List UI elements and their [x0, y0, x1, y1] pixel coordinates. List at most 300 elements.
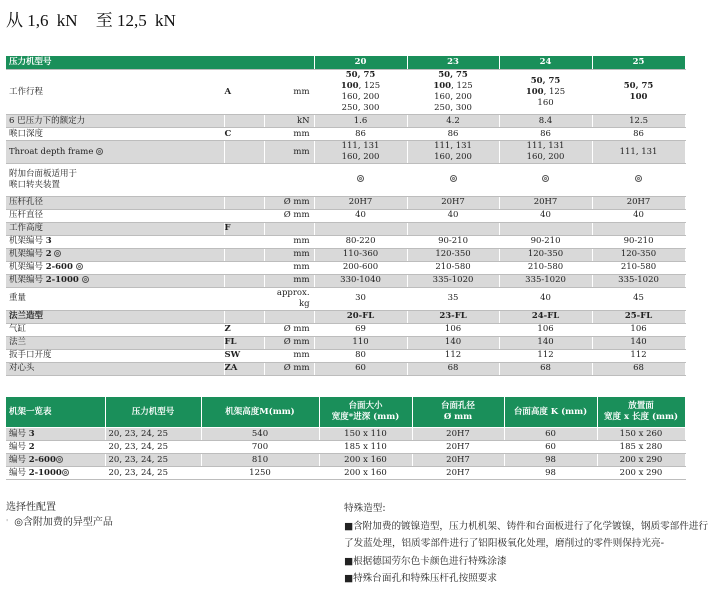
frame-cell: 98 [504, 454, 597, 467]
frame-cell: 810 [201, 454, 319, 467]
frame-number: 3 [45, 236, 52, 246]
spec-row-label-text: 喉口深度 [9, 128, 44, 139]
spec-cell-value: 111, 131 160, 200 [341, 141, 380, 162]
spec-row-symbol: SW [224, 349, 264, 362]
spec-cell [407, 209, 499, 222]
flange-model: 23-FL [439, 311, 467, 321]
spec-row-symbol [224, 310, 264, 323]
spec-row-label-text: 法兰造型 [9, 311, 44, 321]
frame-header-row [6, 397, 685, 428]
spec-row [6, 336, 685, 349]
spec-row-label-text: 工作高度 [9, 223, 44, 233]
spec-row-label [6, 164, 224, 197]
frame-cell: 20, 23, 24, 25 [105, 467, 201, 480]
optional-circle-icon [635, 175, 642, 182]
frame-cell: 185 x 280 [597, 441, 685, 454]
spec-cell [314, 349, 407, 362]
frame-header-cell [504, 397, 597, 428]
frame-cell: 200 x 160 [319, 454, 412, 467]
spec-header-label: 压力机型号 [6, 56, 314, 70]
spec-row-unit: Ø mm [264, 336, 314, 349]
frame-number: 3 [28, 428, 35, 439]
spec-row [6, 287, 685, 310]
optional-circle-icon [62, 469, 69, 476]
frame-name: 编号 2 [6, 441, 105, 454]
spec-row-unit: Ø mm [264, 323, 314, 336]
frame-row [6, 428, 685, 441]
frame-cell: 200 x 160 [319, 467, 412, 480]
spec-cell [314, 235, 407, 248]
spec-cell-value: 90-210 [623, 236, 654, 246]
spec-row-unit: Ø mm [264, 209, 314, 222]
spec-cell-value: 120-350 [620, 249, 657, 259]
spec-cell-value: 68 [540, 363, 551, 373]
spec-cell-value: 86 [633, 128, 644, 139]
model-header-23: 23 [407, 56, 499, 70]
spec-cell-value: 68 [447, 363, 459, 373]
spec-cell-value: 68 [633, 363, 644, 373]
spec-cell-value: 112 [537, 350, 554, 360]
spec-row-unit [264, 164, 314, 197]
frame-name: 编号 3 [6, 428, 105, 441]
frame-number: 2-1000 [28, 467, 62, 478]
spec-cell-value: 106 [537, 324, 554, 334]
frame-cell: 20, 23, 24, 25 [105, 454, 201, 467]
frame-header-text: 台面孔径 Ø mm [440, 401, 475, 422]
spec-cell [592, 336, 685, 349]
spec-cell [314, 274, 407, 287]
spec-row-label [6, 196, 224, 209]
spec-cell [314, 310, 407, 323]
optional-config-title: 选择性配置 [6, 502, 56, 513]
spec-cell [407, 196, 499, 209]
heading-to: 至 12,5 [95, 11, 147, 30]
spec-cell [407, 141, 499, 164]
frame-cell: 150 x 110 [319, 428, 412, 441]
frame-number: 2 [45, 249, 52, 259]
spec-cell-value: 335-1020 [432, 275, 474, 285]
spec-cell [499, 362, 592, 375]
spec-cell-value: 80-220 [345, 236, 376, 246]
spec-row-label [6, 323, 224, 336]
frame-header-cell [319, 397, 412, 428]
spec-row-label-text: 机架编号 [9, 262, 46, 272]
spec-row-label-text: 6 巴压力下的额定力 [9, 115, 86, 126]
spec-row [6, 222, 685, 235]
spec-cell [592, 222, 685, 235]
spec-row [6, 310, 685, 323]
spec-row-symbol: FL [224, 336, 264, 349]
spec-row-symbol [224, 248, 264, 261]
spec-row-label [6, 362, 224, 375]
spec-cell-value: 111, 131 [619, 146, 658, 157]
spec-cell-value: 112 [444, 350, 462, 360]
frame-header-text: 台面高度 K (mm) [513, 406, 588, 417]
spec-row-symbol [224, 274, 264, 287]
spec-cell [499, 310, 592, 323]
spec-cell-value: 40 [540, 293, 551, 303]
spec-row-symbol: Z [224, 323, 264, 336]
frame-row [6, 454, 685, 467]
spec-row-unit: mm [264, 261, 314, 274]
spec-row-label [6, 141, 224, 164]
spec-row-unit: mm [264, 274, 314, 287]
optional-config [6, 500, 113, 530]
spec-cell [407, 222, 499, 235]
spec-cell [314, 209, 407, 222]
spec-cell-value: 335-1020 [525, 275, 566, 285]
spec-cell-value: 12.5 [629, 115, 648, 126]
spec-cell: 50, 75 100, 125 160, 200 250, 300 [314, 70, 407, 115]
flange-model: 20-FL [346, 311, 375, 321]
spec-row-label [6, 128, 224, 141]
spec-cell [499, 336, 592, 349]
spec-cell [592, 209, 685, 222]
spec-row-symbol [224, 261, 264, 274]
spec-cell [314, 248, 407, 261]
spec-cell [314, 261, 407, 274]
spec-row-label-text: 法兰 [9, 337, 27, 347]
flange-model: 24-FL [531, 311, 560, 321]
spec-cell-value: 111, 131 160, 200 [526, 141, 565, 162]
special-design-item-3: ■特殊台面孔和特殊压杆孔按照要求 [344, 573, 497, 584]
frame-row [6, 441, 685, 454]
spec-row-label-text: 扳手口开度 [9, 350, 52, 360]
spec-cell-value: 140 [630, 337, 647, 347]
spec-cell-value: 86 [447, 128, 459, 139]
spec-row-symbol [224, 196, 264, 209]
spec-row-label [6, 70, 224, 115]
spec-row [6, 248, 685, 261]
spec-cell [314, 115, 407, 128]
spec-cell-value: 90-210 [438, 236, 468, 246]
spec-row [6, 70, 685, 115]
spec-cell-value: 106 [630, 324, 647, 334]
frame-header-cell [105, 397, 201, 428]
spec-row-symbol: ZA [224, 362, 264, 375]
heading-from: 从 1,6 [6, 11, 49, 30]
frame-cell: 1250 [201, 467, 319, 480]
spec-cell-value: 40 [355, 210, 366, 220]
spec-cell [592, 141, 685, 164]
frame-cell: 200 x 290 [597, 454, 685, 467]
spec-cell-value: 200-600 [342, 262, 379, 272]
spec-row-symbol: A [224, 70, 264, 115]
spec-row-unit [264, 222, 314, 235]
optional-circle-icon [450, 175, 457, 182]
spec-cell: 50, 75 100, 125 160, 200 250, 300 [407, 70, 499, 115]
spec-cell-value: 335-1020 [618, 275, 659, 285]
spec-row [6, 209, 685, 222]
spec-cell [407, 349, 499, 362]
spec-cell [407, 274, 499, 287]
frame-cell: 20H7 [412, 428, 504, 441]
spec-cell [314, 287, 407, 310]
spec-row-label-text: 附加台面板适用于 喉口转夹装置 [9, 168, 78, 190]
spec-cell [499, 323, 592, 336]
frame-name: 编号 2-1000 [6, 467, 105, 480]
spec-cell-value: 120-350 [435, 249, 471, 259]
frame-cell: 540 [201, 428, 319, 441]
optional-circle-icon [82, 276, 89, 283]
spec-cell [407, 323, 499, 336]
spec-cell [592, 115, 685, 128]
model-header-20: 20 [314, 56, 407, 70]
spec-cell-value: 140 [444, 337, 462, 347]
spec-cell-value: 8.4 [538, 115, 553, 126]
flange-model: 25-FL [624, 311, 653, 321]
optional-config-text: ◎含附加费的异型产品 [14, 517, 113, 528]
spec-cell [407, 310, 499, 323]
spec-cell: 50, 75 100 [592, 70, 685, 115]
spec-row-symbol [224, 287, 264, 310]
spec-cell [499, 222, 592, 235]
spec-row-label-text: 机架编号 [9, 275, 46, 285]
spec-cell [499, 164, 592, 197]
spec-cell [499, 209, 592, 222]
spec-row-label [6, 336, 224, 349]
frame-header-text: 压力机型号 [131, 406, 175, 417]
spec-row-label [6, 115, 224, 128]
spec-cell-value: 30 [355, 293, 366, 303]
spec-cell-value: 69 [355, 324, 366, 334]
optional-circle-icon [76, 263, 83, 270]
spec-row-label [6, 274, 224, 287]
optional-circle-icon [542, 175, 549, 182]
spec-row [6, 115, 685, 128]
spec-row [6, 196, 685, 209]
spec-row-label [6, 349, 224, 362]
frame-cell: 200 x 290 [597, 467, 685, 480]
spec-header-row [6, 56, 685, 70]
frame-number: 2-600 [45, 262, 73, 272]
frame-cell: 20H7 [412, 454, 504, 467]
special-design-item-1: ■含附加费的镀镍造型，压力机机架、铸件和台面板进行了化学镀镍，钢质零部件进行了发蓝处理，铝质零部件进行了铝阳极氧化处理，磨削过的零件则保持光亮- [344, 520, 709, 549]
frame-cell: 185 x 110 [319, 441, 412, 454]
spec-row-symbol: C [224, 128, 264, 141]
spec-cell [407, 287, 499, 310]
spec-row-label-text: 对心头 [9, 363, 35, 373]
spec-cell [407, 235, 499, 248]
spec-cell [499, 196, 592, 209]
spec-row-label [6, 287, 224, 310]
spec-cell [314, 323, 407, 336]
spec-cell-value: 140 [537, 337, 554, 347]
spec-cell [407, 164, 499, 197]
spec-row-symbol [224, 235, 264, 248]
frame-header-text: 放置面 宽度 x 长度 (mm) [604, 401, 678, 422]
spec-row [6, 362, 685, 375]
spec-row-label-text: 重量 [9, 293, 27, 303]
spec-cell-value: 120-350 [527, 249, 564, 259]
spec-cell [499, 141, 592, 164]
spec-cell-value: 20H7 [441, 197, 465, 207]
spec-cell [499, 248, 592, 261]
spec-cell [407, 362, 499, 375]
spec-cell-value: 210-580 [527, 262, 564, 272]
frame-header-text: 台面大小 宽度*进深 (mm) [331, 401, 400, 422]
spec-cell-value: 110 [352, 337, 369, 347]
spec-row [6, 274, 685, 287]
frame-number: 2-600 [28, 454, 56, 465]
tick-mark: ' [6, 518, 9, 527]
spec-cell [592, 235, 685, 248]
spec-cell [499, 287, 592, 310]
model-header-24: 24 [499, 56, 592, 70]
frame-table [6, 397, 686, 480]
spec-row-label [6, 235, 224, 248]
spec-cell [592, 196, 685, 209]
spec-row-symbol [224, 141, 264, 164]
spec-cell-value: 86 [540, 128, 551, 139]
special-design [344, 500, 714, 588]
optional-circle-icon [357, 175, 364, 182]
spec-cell [407, 336, 499, 349]
spec-row-unit: approx. kg [264, 287, 314, 310]
spec-cell-value: 20H7 [533, 197, 558, 207]
spec-cell [314, 128, 407, 141]
frame-cell: 700 [201, 441, 319, 454]
spec-cell [499, 115, 592, 128]
spec-row [6, 261, 685, 274]
spec-row [6, 141, 685, 164]
frame-number: 2-1000 [45, 275, 79, 285]
spec-cell [592, 248, 685, 261]
spec-cell-value: 40 [633, 210, 644, 220]
spec-row [6, 164, 685, 197]
special-design-title: 特殊造型: [344, 503, 386, 514]
spec-row-label [6, 222, 224, 235]
spec-row-label-text: 工作行程 [9, 86, 44, 97]
spec-row-symbol [224, 115, 264, 128]
frame-header-cell [597, 397, 685, 428]
frame-cell: 60 [504, 428, 597, 441]
spec-cell [499, 274, 592, 287]
spec-row-unit: mm [264, 248, 314, 261]
spec-row-symbol [224, 164, 264, 197]
spec-cell-value: 1.6 [353, 115, 368, 126]
spec-cell [499, 235, 592, 248]
spec-row-unit: mm [264, 70, 314, 115]
optional-circle-icon [96, 148, 103, 155]
frame-cell: 20, 23, 24, 25 [105, 441, 201, 454]
spec-row-unit: mm [264, 235, 314, 248]
spec-cell-value: 60 [355, 363, 366, 373]
optional-circle-icon [54, 250, 61, 257]
spec-row-label [6, 248, 224, 261]
spec-table [6, 56, 686, 376]
spec-cell [314, 222, 407, 235]
spec-row-unit: Ø mm [264, 196, 314, 209]
spec-row [6, 128, 685, 141]
spec-cell [592, 323, 685, 336]
spec-cell [314, 164, 407, 197]
spec-cell [592, 287, 685, 310]
spec-cell-value: 330-1040 [340, 275, 381, 285]
frame-row [6, 467, 685, 480]
spec-cell-value: 20H7 [348, 197, 373, 207]
optional-config-item [6, 515, 113, 530]
spec-cell [499, 128, 592, 141]
spec-row-unit: mm [264, 141, 314, 164]
spec-cell-value: 80 [355, 350, 366, 360]
spec-cell-value: 40 [540, 210, 551, 220]
spec-cell [314, 362, 407, 375]
spec-cell [407, 128, 499, 141]
spec-row [6, 323, 685, 336]
spec-cell [592, 310, 685, 323]
frame-header-cell [201, 397, 319, 428]
spec-cell [314, 336, 407, 349]
frame-cell: 20H7 [412, 441, 504, 454]
spec-row-label-text: 压杆直径 [9, 210, 44, 220]
spec-cell-value: 90-210 [530, 236, 561, 246]
spec-cell-value: 111, 131 160, 200 [434, 141, 472, 162]
spec-cell [592, 261, 685, 274]
page-heading [6, 6, 180, 31]
spec-cell [499, 349, 592, 362]
spec-row-label-text: Throat depth frame [9, 146, 94, 157]
spec-cell-value: 110-360 [342, 249, 379, 259]
frame-cell: 20, 23, 24, 25 [105, 428, 201, 441]
spec-cell [407, 115, 499, 128]
frame-cell: 20H7 [412, 467, 504, 480]
spec-cell-value: 210-580 [435, 262, 471, 272]
spec-cell [592, 128, 685, 141]
frame-header-cell [412, 397, 504, 428]
spec-cell-value: 45 [633, 293, 644, 303]
spec-cell-value: 86 [355, 128, 366, 139]
spec-cell [592, 362, 685, 375]
spec-row [6, 349, 685, 362]
spec-cell-value: 40 [447, 210, 459, 220]
model-header-25: 25 [592, 56, 685, 70]
frame-cell: 60 [504, 441, 597, 454]
spec-cell-value: 106 [444, 324, 462, 334]
frame-cell: 150 x 260 [597, 428, 685, 441]
spec-row-label-text: 气缸 [9, 324, 27, 334]
spec-row-unit: mm [264, 128, 314, 141]
spec-row [6, 235, 685, 248]
spec-row-unit: mm [264, 349, 314, 362]
spec-cell-value: 112 [630, 350, 647, 360]
frame-number: 2 [28, 441, 35, 452]
spec-cell [592, 164, 685, 197]
spec-cell [314, 196, 407, 209]
spec-row-unit [264, 310, 314, 323]
spec-cell [499, 261, 592, 274]
spec-cell [592, 349, 685, 362]
spec-row-unit: kN [264, 115, 314, 128]
spec-row-unit: Ø mm [264, 362, 314, 375]
spec-row-label [6, 209, 224, 222]
spec-cell: 50, 75 100, 125 160 [499, 70, 592, 115]
frame-cell: 98 [504, 467, 597, 480]
spec-row-symbol: F [224, 222, 264, 235]
frame-header-text: 机架一览表 [9, 406, 52, 417]
spec-cell [407, 248, 499, 261]
spec-row-label-text: 压杆孔径 [9, 197, 44, 207]
spec-cell [592, 274, 685, 287]
frame-name: 编号 2-600 [6, 454, 105, 467]
special-design-item-2: ■根据德国劳尔色卡颜色进行特殊涂漆 [344, 555, 507, 567]
spec-cell-value: 210-580 [620, 262, 657, 272]
frame-header-text: 机架高度M(mm) [225, 406, 295, 417]
spec-cell [407, 261, 499, 274]
spec-cell-value: 35 [447, 293, 459, 303]
spec-cell [314, 141, 407, 164]
spec-row-label [6, 261, 224, 274]
